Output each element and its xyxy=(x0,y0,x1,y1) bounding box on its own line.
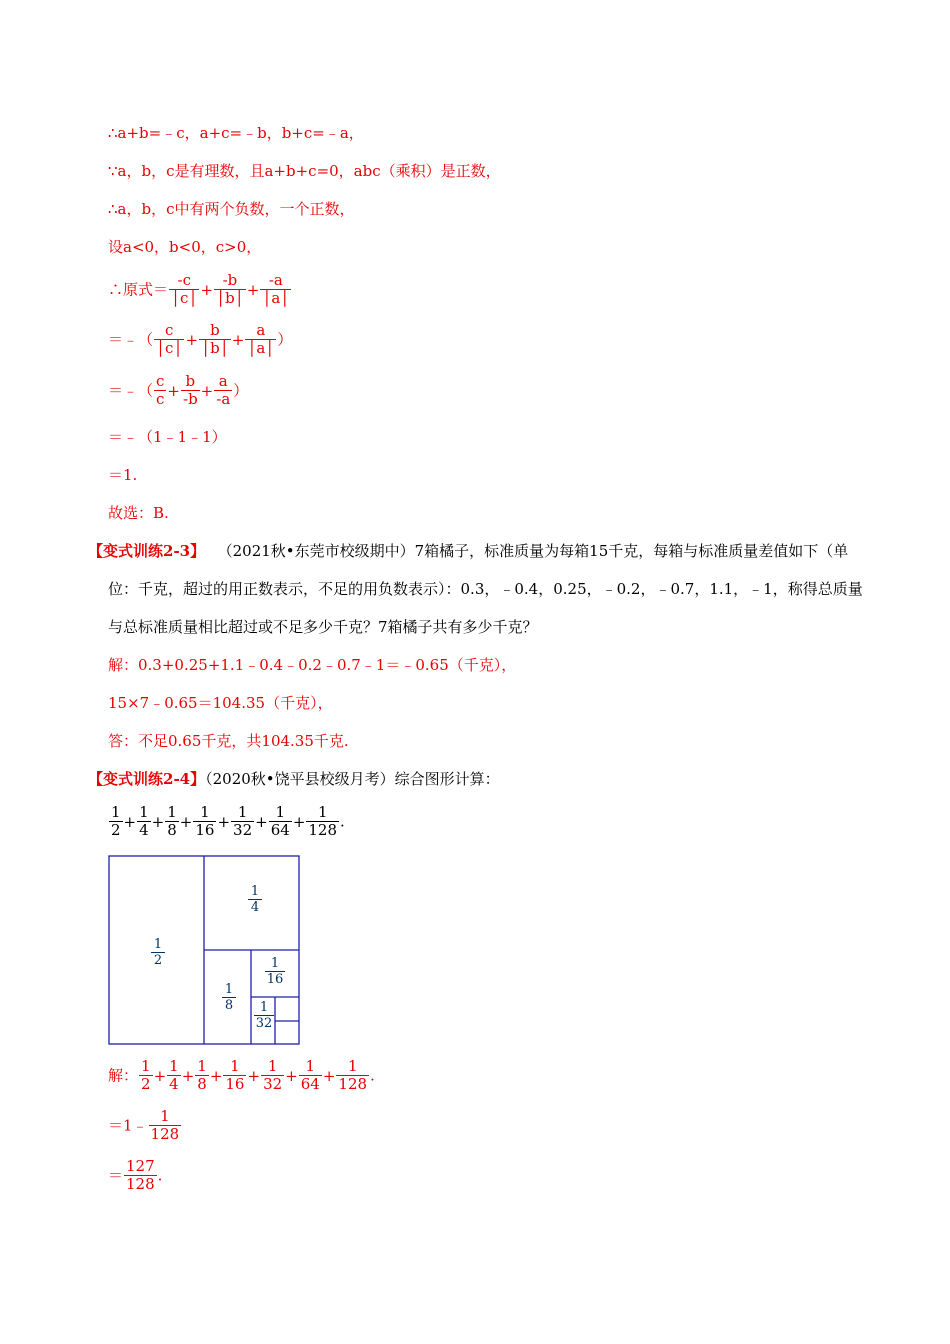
denominator: 16 xyxy=(195,821,215,839)
fraction-sum xyxy=(168,271,292,307)
plus-sign: + xyxy=(185,330,199,349)
fraction xyxy=(299,1058,322,1093)
denominator: 4 xyxy=(139,821,149,839)
fraction xyxy=(269,804,292,839)
fraction xyxy=(154,373,166,408)
period: . xyxy=(370,1066,375,1085)
label-eighth: 1 8 xyxy=(222,982,236,1013)
numerator: 1 xyxy=(275,803,286,821)
fraction xyxy=(195,1058,209,1093)
answer-2-4-line-2 xyxy=(108,1108,182,1143)
plus-sign: + xyxy=(285,1066,298,1085)
problem-tag: 【变式训练2-3】 xyxy=(88,542,206,560)
denominator: 16 xyxy=(225,1075,245,1093)
fraction-sum xyxy=(138,1057,370,1093)
numerator: 1 xyxy=(267,1057,278,1075)
fraction xyxy=(109,804,123,839)
fraction xyxy=(261,1058,284,1093)
denominator: 2 xyxy=(111,821,121,839)
plus-sign: + xyxy=(246,280,260,299)
fraction xyxy=(214,272,246,307)
plus-sign: + xyxy=(217,812,231,831)
numerator: c xyxy=(165,321,174,339)
fraction: $\frac{127}{128}$ xyxy=(126,1157,155,1193)
fraction-sum xyxy=(108,803,340,839)
fraction xyxy=(199,322,231,357)
fraction-sum xyxy=(153,321,277,357)
plus-sign: + xyxy=(179,812,193,831)
answer-2-4-line-1 xyxy=(108,1058,375,1093)
fraction xyxy=(137,804,151,839)
problem-tag: 【变式训练2-4】 xyxy=(88,770,206,788)
denominator: 8 xyxy=(167,821,177,839)
plus-sign: + xyxy=(231,330,245,349)
solution-line-10: 故选：B. xyxy=(108,504,169,522)
label-thirty-second: 1 32 xyxy=(255,1000,273,1031)
fraction xyxy=(214,373,232,408)
denominator: 2 xyxy=(141,1075,151,1093)
label-sixteenth: 1 16 xyxy=(266,956,284,987)
solution-line-1: ∴a+b=﹣c，a+c=﹣b，b+c=﹣a， xyxy=(108,124,364,142)
denominator: │b│ xyxy=(201,339,229,357)
solution-line-5 xyxy=(108,272,292,307)
denominator: 4 xyxy=(169,1075,179,1093)
numerator: -a xyxy=(268,271,283,289)
label-half: 1 2 xyxy=(151,937,165,968)
fraction xyxy=(165,804,179,839)
denominator: │c│ xyxy=(156,339,183,357)
denominator: 8 xyxy=(197,1075,207,1093)
denominator: c xyxy=(156,390,165,408)
problem-2-4 xyxy=(88,769,500,789)
numerator: 1 xyxy=(200,803,210,821)
fraction xyxy=(154,322,184,357)
fraction xyxy=(245,322,276,357)
square-diagram xyxy=(108,855,300,1045)
prefix-text: ＝1﹣ xyxy=(108,1116,148,1135)
numerator: b xyxy=(210,321,220,339)
numerator: a xyxy=(218,372,228,390)
prefix-text: ＝ xyxy=(108,1166,124,1185)
answer-2-4-line-3 xyxy=(108,1158,162,1193)
plus-sign: + xyxy=(322,1066,336,1085)
denominator: │a│ xyxy=(247,339,275,357)
fraction xyxy=(231,804,254,839)
solution-line-7 xyxy=(108,373,248,408)
denominator: 32 xyxy=(263,1075,283,1093)
numerator: 1 xyxy=(111,803,121,821)
denominator: │c│ xyxy=(171,289,198,307)
solution-line-9: ＝1. xyxy=(108,466,138,484)
period: . xyxy=(157,1166,163,1185)
answer-line-2: 15×7﹣0.65＝104.35（千克）， xyxy=(108,694,333,712)
numerator: 1 xyxy=(139,803,149,821)
fraction xyxy=(260,272,291,307)
numerator: 1 xyxy=(317,803,328,821)
fraction xyxy=(223,1058,246,1093)
numerator: 1 xyxy=(197,1057,207,1075)
plus-sign: + xyxy=(247,1066,261,1085)
plus-sign: + xyxy=(123,812,137,831)
denominator: 128 xyxy=(338,1075,368,1093)
numerator: 1 xyxy=(305,1057,316,1075)
label-quarter: 1 4 xyxy=(248,884,262,915)
numerator: 1 xyxy=(167,803,177,821)
fraction: $\frac{1}{128}$ xyxy=(150,1107,180,1143)
solution-line-2: ∵a，b，c是有理数，且a+b+c=0，abc（乘积）是正数， xyxy=(108,162,501,180)
numerator: 1 xyxy=(347,1057,358,1075)
solution-line-3: ∴a，b，c中有两个负数，一个正数， xyxy=(108,200,355,218)
fraction xyxy=(167,1058,181,1093)
plus-sign: + xyxy=(167,381,180,400)
period: . xyxy=(340,812,345,831)
plus-sign: + xyxy=(292,812,306,831)
numerator: 1 xyxy=(169,1057,179,1075)
problem-2-3 xyxy=(88,532,868,646)
denominator: 64 xyxy=(270,821,290,839)
numerator: a xyxy=(256,321,266,339)
denominator: │b│ xyxy=(216,289,244,307)
answer-line-3: 答：不足0.65千克，共104.35千克. xyxy=(108,732,349,750)
problem-text: （2020秋•饶平县校级月考）综合图形计算： xyxy=(205,770,500,788)
numerator: 1 xyxy=(237,803,248,821)
denominator: 32 xyxy=(233,821,253,839)
numerator: 1 xyxy=(230,1057,240,1075)
plus-sign: + xyxy=(255,812,268,831)
numerator: 1 xyxy=(141,1057,151,1075)
plus-sign: + xyxy=(151,812,165,831)
denominator: │a│ xyxy=(262,289,290,307)
expression-line xyxy=(108,804,345,839)
prefix-text: 解： xyxy=(108,1066,139,1085)
numerator: c xyxy=(156,372,165,390)
prefix-text: ∴原式＝ xyxy=(108,280,169,299)
plus-sign: + xyxy=(153,1066,167,1085)
numerator: -c xyxy=(177,271,191,289)
fraction xyxy=(169,272,199,307)
suffix-text: ） xyxy=(233,381,249,400)
plus-sign: + xyxy=(200,280,214,299)
fraction-sum xyxy=(153,372,233,408)
plus-sign: + xyxy=(200,381,214,400)
denominator: 128 xyxy=(308,821,338,839)
plus-sign: + xyxy=(181,1066,195,1085)
prefix-text: ＝﹣（ xyxy=(108,381,154,400)
denominator: -b xyxy=(183,390,198,408)
fraction xyxy=(306,804,339,839)
denominator: -a xyxy=(216,390,231,408)
solution-line-8: ＝﹣（1﹣1﹣1） xyxy=(108,428,227,446)
numerator: b xyxy=(185,372,196,390)
fraction xyxy=(181,373,200,408)
problem-text: （2021秋•东莞市校级期中）7箱橘子，标准质量为每箱15千克，每箱与标准质量差值如下（单位：千克，超过的用正数表示，不足的用负数表示）：0.3，﹣0.4，0.25，﹣0.2，﹣0.7，1.1，﹣1，称得总质量与总标准质量相比超过或不足多少千克？7箱橘子共有多少千克？ xyxy=(108,542,863,636)
suffix-text: ） xyxy=(277,330,293,349)
fraction xyxy=(139,1058,153,1093)
prefix-text: ＝﹣（ xyxy=(108,330,154,349)
numerator: -b xyxy=(222,271,238,289)
fraction xyxy=(336,1058,369,1093)
solution-line-4: 设a<0，b<0，c>0， xyxy=(108,238,262,256)
fraction xyxy=(193,804,216,839)
solution-line-6 xyxy=(108,322,292,357)
plus-sign: + xyxy=(209,1066,223,1085)
answer-line-1: 解：0.3+0.25+1.1﹣0.4﹣0.2﹣0.7﹣1＝﹣0.65（千克）， xyxy=(108,656,517,674)
denominator: 64 xyxy=(300,1075,320,1093)
